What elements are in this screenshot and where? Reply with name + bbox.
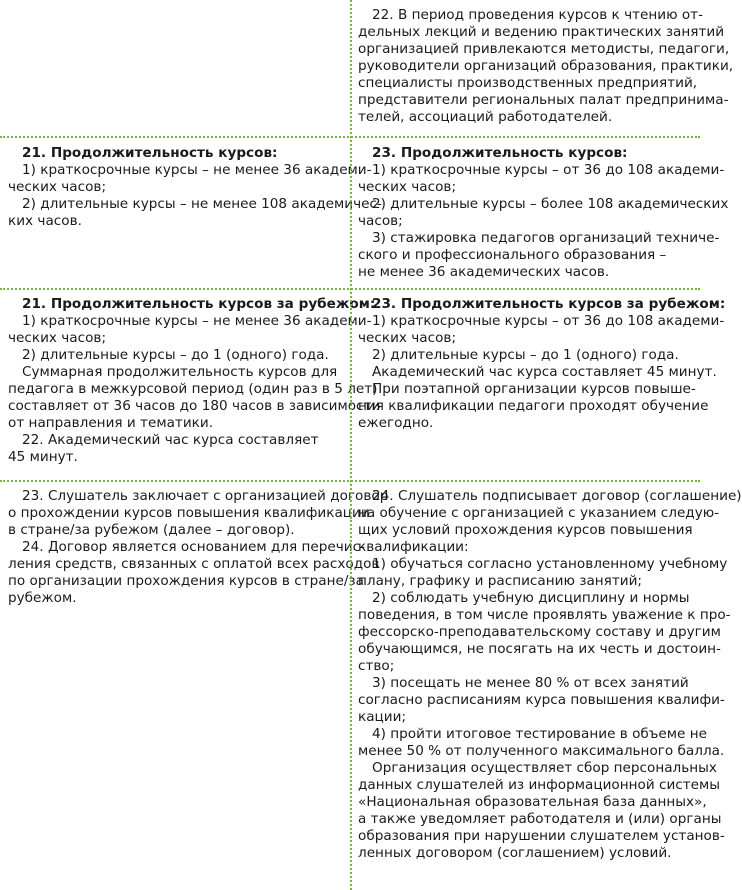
text-line: ческих часов; <box>8 330 107 346</box>
text-line: 24. Слушатель подписывает договор (соглашение) <box>372 488 742 504</box>
text-line: дельных лекций и ведению практических занятий <box>358 24 725 40</box>
text-line: 2) соблюдать учебную дисциплину и нормы <box>372 590 690 606</box>
table-cell-left <box>0 290 381 480</box>
section-heading: 21. Продолжительность курсов за рубежом: <box>22 296 376 312</box>
text-line: 24. Договор является основанием для перечис- <box>22 539 365 555</box>
text-line: ких часов. <box>8 213 82 229</box>
text-line: не менее 36 академических часов. <box>358 264 610 280</box>
text-line: по организации прохождения курсов в стране/за <box>8 573 364 589</box>
text-line: организацией привлекаются методисты, педагоги, <box>358 41 730 57</box>
text-line: ческих часов; <box>8 179 107 195</box>
text-line: ежегодно. <box>358 415 434 431</box>
text-line: менее 50 % от полученного максимального балла. <box>358 743 725 759</box>
text-line: составляет от 36 часов до 180 часов в зависимости <box>8 398 381 414</box>
text-line: ленных договором (соглашением) условий. <box>358 845 672 861</box>
text-line: часов; <box>358 213 403 229</box>
text-line: ство; <box>358 658 395 674</box>
text-line: Организация осуществляет сбор персональных <box>372 760 717 776</box>
text-line: обучающимся, не посягать на их честь и достоин- <box>358 641 721 657</box>
text-line: в стране/за рубежом (далее – договор). <box>8 522 295 538</box>
text-line: 2) длительные курсы – до 1 (одного) года. <box>22 347 329 363</box>
text-line: представители региональных палат предпринима- <box>358 92 729 108</box>
text-line: ления средств, связанных с оплатой всех расходов <box>8 556 380 572</box>
text-line: 23. Слушатель заключает с организацией договор <box>22 488 389 504</box>
section-heading: 21. Продолжительность курсов: <box>22 145 278 161</box>
table-cell-right <box>350 290 726 480</box>
text-line: фессорско-преподавательскому составу и другим <box>358 624 721 640</box>
text-line: При поэтапной организации курсов повыше- <box>372 381 696 397</box>
text-line: согласно расписаниям курса повышения квалифи- <box>358 692 725 708</box>
text-line: 2) длительные курсы – до 1 (одного) года. <box>372 347 679 363</box>
text-line: рубежом. <box>8 590 77 606</box>
text-line: кации; <box>358 709 407 725</box>
text-line: руководители организаций образования, практики, <box>358 58 734 74</box>
table-cell-left <box>0 0 350 136</box>
text-line: данных слушателей из информационной системы <box>358 777 721 793</box>
table-cell-right <box>350 482 742 890</box>
text-line: ского и профессионального образования – <box>358 247 667 263</box>
text-line: 3) посещать не менее 80 % от всех занятий <box>372 675 689 691</box>
text-line: ния квалификации педагоги проходят обучение <box>358 398 709 414</box>
text-line: поведения, в том числе проявлять уважение к про- <box>358 607 731 623</box>
text-line: а также уведомляет работодателя и (или) органы <box>358 811 722 827</box>
section-heading: 23. Продолжительность курсов за рубежом: <box>372 296 726 312</box>
text-line: 1) краткосрочные курсы – от 36 до 108 академи- <box>372 313 725 329</box>
row-divider <box>0 136 700 138</box>
table-cell-right <box>350 0 734 136</box>
text-line: на обучение с организацией с указанием следую- <box>358 505 720 521</box>
text-line: плану, графику и расписанию занятий; <box>358 573 643 589</box>
text-line: педагога в межкурсовой период (один раз в 5 лет) <box>8 381 378 397</box>
text-line: о прохождении курсов повышения квалификации <box>8 505 370 521</box>
text-line: квалификации: <box>358 539 469 555</box>
row-divider <box>0 288 700 290</box>
text-line: 4) пройти итоговое тестирование в объеме не <box>372 726 707 742</box>
text-line: Академический час курса составляет 45 минут. <box>372 364 717 380</box>
table-cell-right <box>350 138 729 288</box>
text-line: 2) длительные курсы – не менее 108 академичес- <box>22 196 382 212</box>
text-line: 22. Академический час курса составляет <box>22 432 319 448</box>
text-line: 1) краткосрочные курсы – не менее 36 академи- <box>22 313 372 329</box>
text-line: ческих часов; <box>358 330 457 346</box>
text-line: 22. В период проведения курсов к чтению от- <box>372 7 704 23</box>
column-divider <box>350 0 352 890</box>
text-line: 2) длительные курсы – более 108 академических <box>372 196 729 212</box>
text-line: телей, ассоциаций работодателей. <box>358 109 613 125</box>
row-divider <box>0 480 700 482</box>
table-cell-left <box>0 138 382 288</box>
text-line: ческих часов; <box>358 179 457 195</box>
text-line: 45 минут. <box>8 449 78 465</box>
section-heading: 23. Продолжительность курсов: <box>372 145 628 161</box>
text-line: «Национальная образовательная база данных», <box>358 794 707 810</box>
text-line: щих условий прохождения курсов повышения <box>358 522 693 538</box>
text-line: образования при нарушении слушателем установ- <box>358 828 725 844</box>
text-line: 1) краткосрочные курсы – не менее 36 академи- <box>22 162 372 178</box>
text-line: 1) обучаться согласно установленному учебному <box>372 556 728 572</box>
text-line: Суммарная продолжительность курсов для <box>22 364 338 380</box>
text-line: 1) краткосрочные курсы – от 36 до 108 академи- <box>372 162 725 178</box>
text-line: 3) стажировка педагогов организаций техниче- <box>372 230 720 246</box>
text-line: от направления и тематики. <box>8 415 214 431</box>
text-line: специалисты производственных предприятий, <box>358 75 698 91</box>
